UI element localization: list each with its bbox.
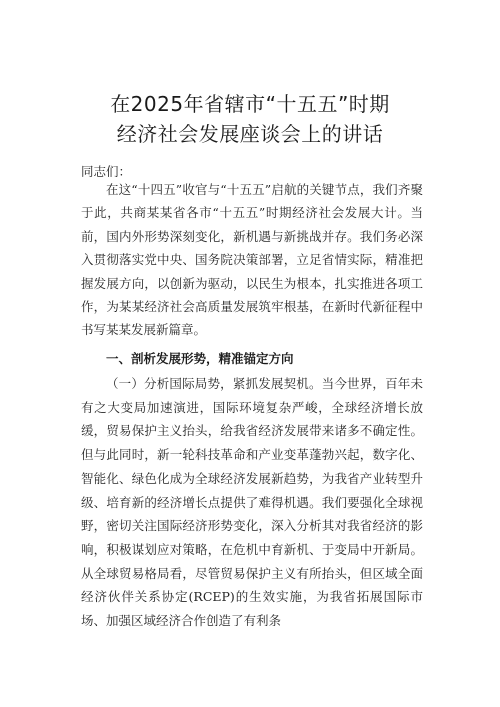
document-title-line-1: 在2025年省辖市“十五五”时期 — [110, 92, 390, 116]
section-1-paragraph: （一）分析国际局势，紧抓发展契机。当今世界，百年未有之大变局加速演进，国际环境复杂严峻，全球经济增长放缓，贸易保护主义抬头，给我省经济发展带来诸多不确定性。但与此同时，新一轮科技革命和产业变革蓬勃兴起，数字化、智能化、绿色化成为全球经济发展新趋势，为我省产业转型升级、培育新的经济增长点提供了难得机遇。我们要强化全球视野，密切关注国际经济形势变化，深入分析其对我省经济的影响，积极谋划应对策略，在危机中育新机、于变局中开新局。从全球贸易格局看，尽管贸易保护主义有所抬头，但区域全面经济伙伴关系协定(RCEP)的生效实施，为我省拓展国际市场、加强区域经济合作创造了有利条 — [81, 376, 423, 629]
section-1-heading: 一、剖析发展形势，精准锚定方向 — [106, 351, 294, 366]
intro-paragraph: 在这“十四五”收官与“十五五”启航的关键节点，我们齐聚于此，共商某某省各市“十五五”时期经济社会发展大计。当前，国内外形势深刻变化，新机遇与新挑战并存。我们务必深入贯彻落实党中央、国务院决策部署，立足省情实际，精准把握发展方向，以创新为驱动，以民生为根本，扎实推进各项工作，为某某经济社会高质量发展筑牢根基，在新时代新征程中书写某某发展新篇章。 — [81, 182, 423, 338]
document-title-line-2: 经济社会发展座谈会上的讲话 — [116, 122, 384, 146]
greeting: 同志们： — [81, 164, 132, 179]
